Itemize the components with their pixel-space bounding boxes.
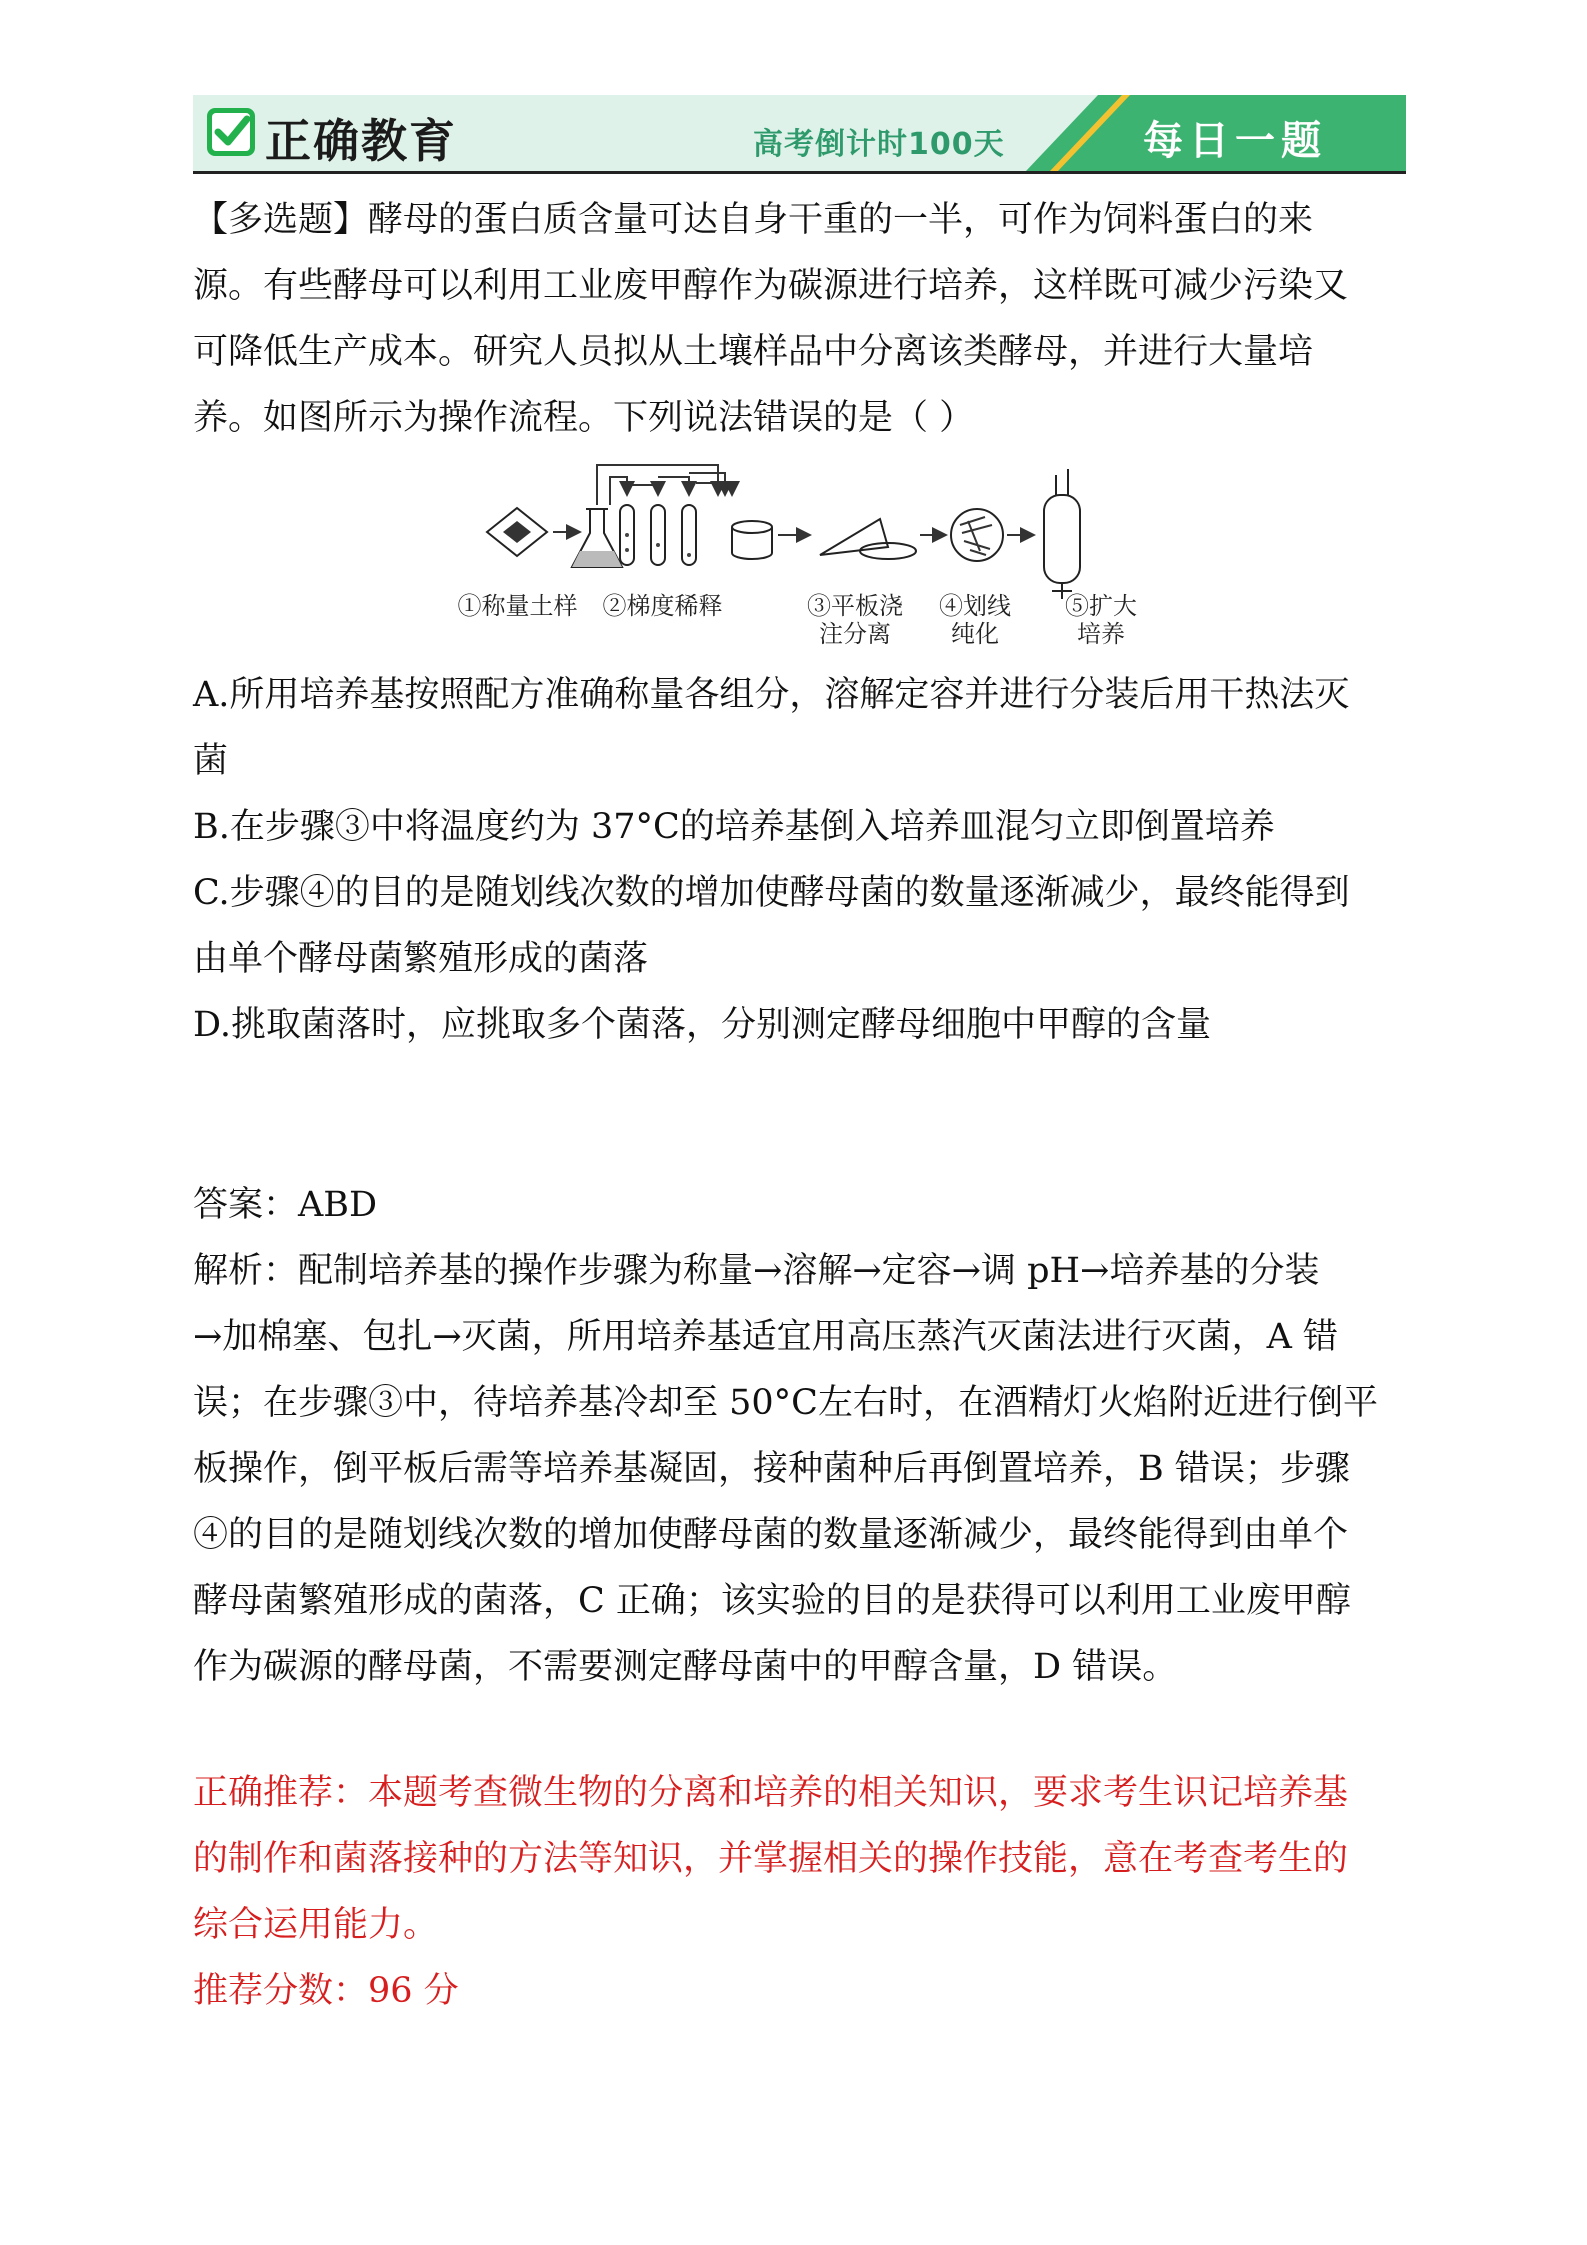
soil-sample-icon: [487, 508, 547, 556]
question-line: 源。有些酵母可以利用工业废甲醇作为碳源进行培养，这样既可减少污染又: [193, 266, 1349, 306]
question-line: 可降低生产成本。研究人员拟从土壤样品中分离该类酵母，并进行大量培: [193, 332, 1314, 372]
explanation-line: ④的目的是随划线次数的增加使酵母菌的数量逐渐减少，最终能得到由单个: [193, 1515, 1349, 1555]
explanation-line: 解析：配制培养基的操作步骤为称量→溶解→定容→调 pH→培养基的分装: [193, 1251, 1320, 1291]
step-label-1: ①称量土样: [457, 592, 578, 620]
header-divider: [193, 171, 1406, 174]
option-a-line: 菌: [193, 741, 229, 781]
daily-question-tag: 每日一题: [1143, 118, 1327, 164]
petri-dish-stack-icon: [732, 521, 772, 559]
answer-explanation: [193, 1172, 1406, 1700]
step-label-3: ③平板浇 注分离: [807, 592, 903, 648]
flask-icon: [572, 509, 622, 567]
recommendation-line: 正确推荐：本题考查微生物的分离和培养的相关知识，要求考生识记培养基: [193, 1773, 1349, 1813]
dilution-arrows: [597, 465, 732, 505]
option-d-line: D.挑取菌落时，应挑取多个菌落，分别测定酵母细胞中甲醇的含量: [193, 1005, 1211, 1045]
pouring-plate-icon: [820, 519, 916, 559]
answer-options: [193, 662, 1406, 1058]
step-label-4: ④划线 纯化: [939, 592, 1011, 648]
question-line: 【多选题】酵母的蛋白质含量可达自身干重的一半，可作为饲料蛋白的来: [193, 200, 1314, 240]
question-line: 养。如图所示为操作流程。下列说法错误的是（ ）: [193, 398, 975, 438]
test-tube-icons: [620, 505, 696, 565]
option-b-line: B.在步骤③中将温度约为 37°C的培养基倒入培养皿混匀立即倒置培养: [193, 807, 1275, 847]
option-a-line: A.所用培养基按照配方准确称量各组分，溶解定容并进行分装后用干热法灭: [193, 675, 1350, 715]
header-banner: [193, 95, 1406, 171]
explanation-line: 酵母菌繁殖形成的菌落，C 正确；该实验的目的是获得可以利用工业废甲醇: [193, 1581, 1351, 1621]
exam-countdown: 高考倒计时100天: [753, 127, 1005, 162]
explanation-line: 误；在步骤③中，待培养基冷却至 50°C左右时，在酒精灯火焰附近进行倒平: [193, 1383, 1378, 1423]
recommendation-line: 的制作和菌落接种的方法等知识，并掌握相关的操作技能，意在考查考生的: [193, 1839, 1349, 1879]
explanation-line: 板操作，倒平板后需等培养基凝固，接种菌种后再倒置培养，B 错误；步骤: [193, 1449, 1350, 1489]
process-diagram: [440, 455, 1160, 660]
option-c-line: C.步骤④的目的是随划线次数的增加使酵母菌的数量逐渐减少，最终能得到: [193, 873, 1350, 913]
recommendation: [193, 1760, 1406, 2024]
recommendation-line: 综合运用能力。: [193, 1905, 439, 1945]
process-diagram-drawing: [440, 455, 1160, 605]
explanation-line: 作为碳源的酵母菌，不需要测定酵母菌中的甲醇含量，D 错误。: [193, 1647, 1178, 1687]
step-label-2: ②梯度稀释: [602, 592, 723, 620]
fermenter-icon: [1044, 469, 1080, 599]
step-label-5: ⑤扩大 培养: [1065, 592, 1137, 648]
explanation-line: →加棉塞、包扎→灭菌，所用培养基适宜用高压蒸汽灭菌法进行灭菌，A 错: [193, 1317, 1339, 1357]
option-c-line: 由单个酵母菌繁殖形成的菌落: [193, 939, 649, 979]
checkmark-logo-icon: [207, 108, 255, 156]
answer-line: 答案：ABD: [193, 1185, 378, 1225]
question-text: [193, 187, 1406, 451]
recommended-score: 推荐分数：96 分: [193, 1971, 459, 2011]
brand-name: 正确教育: [265, 114, 457, 168]
streak-plate-icon: [951, 509, 1003, 561]
